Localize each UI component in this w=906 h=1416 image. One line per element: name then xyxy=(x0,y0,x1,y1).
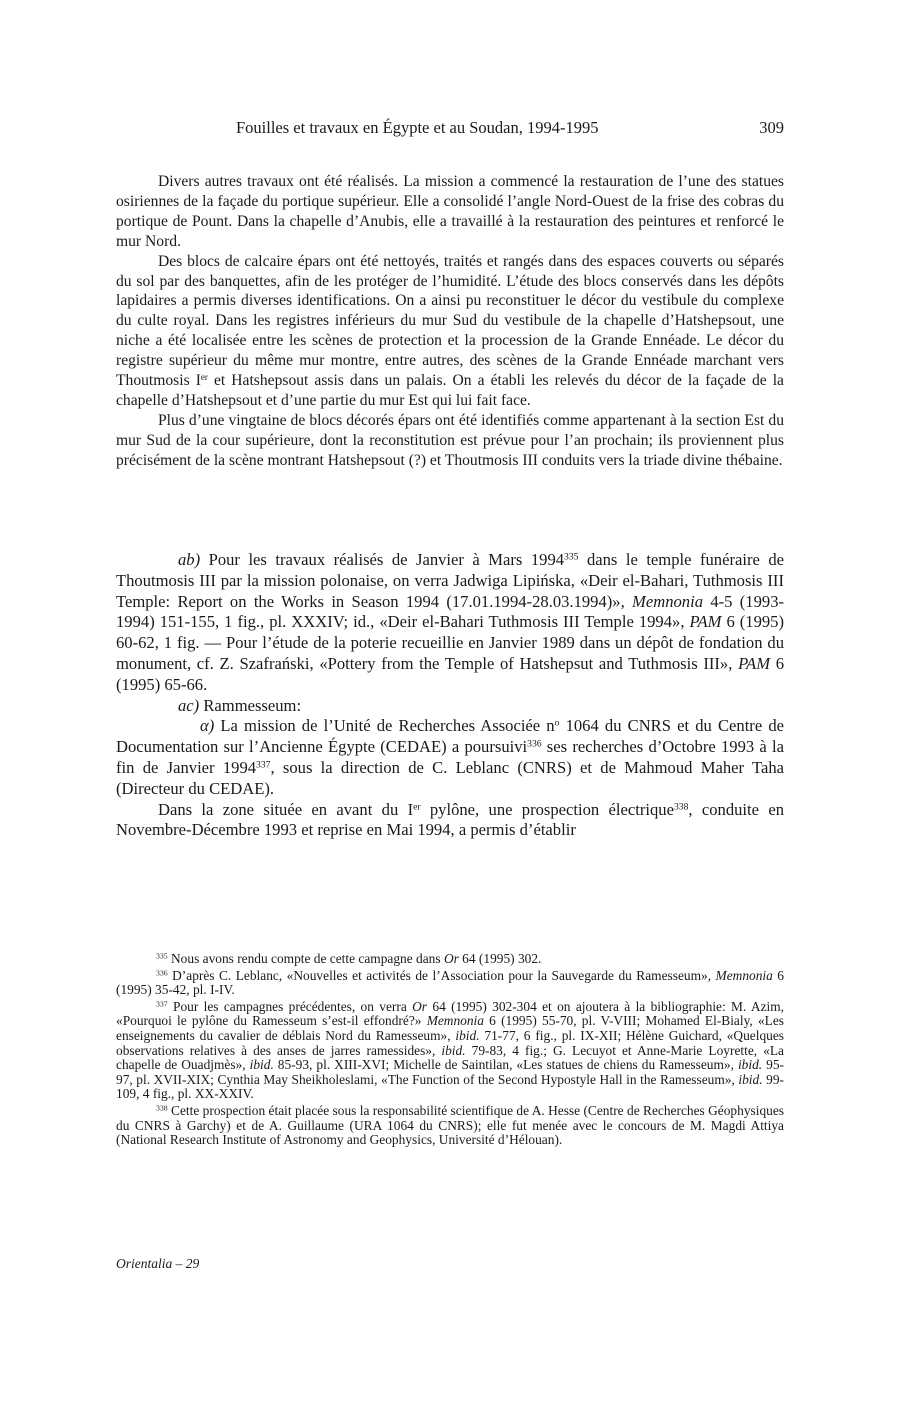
body-text-lower xyxy=(116,550,784,841)
document-page xyxy=(116,0,784,1416)
page-footer: Orientalia – 29 xyxy=(116,1256,200,1271)
running-title: Fouilles et travaux en Égypte et au Soudan, 1994-1995 xyxy=(236,118,599,137)
paragraph-prospection: Dans la zone située en avant du Ier pylône, une prospection électrique$^{338}$, conduite en Novembre-Décembre 1993 et reprise en Mai 1994, a permis d’établir xyxy=(116,799,784,840)
page-header xyxy=(116,118,784,140)
footnote-338: $^{338}$ Cette prospection était placée sous la responsabilité scientifique de A. Hesse (Centre de Recherches Géophysiques du CNRS à Garchy) et de A. Guillaume (URA 1064 du CNRS); elle fut menée avec le concours de M. Magdi Attiya (National Research Institute of Astronomy and Geophysics, Université d’Hélouan). xyxy=(116,1102,784,1148)
paragraph-decorated-blocks: Plus d’une vingtaine de blocs décorés épars ont été identifiés comme appartenant à la section Est du mur Sud de la cour supérieure, dont la reconstitution est prévue pour l’an prochain; ils proviennent plus précisément de la scène montrant Hatshepsout (?) et Thoutmosis III conduits vers la triade divine thébaine. xyxy=(116,411,784,469)
footnote-335: $^{335}$ Nous avons rendu compte de cette campagne dans Or 64 (1995) 302. xyxy=(156,951,542,966)
page-number: 309 xyxy=(759,118,784,137)
body-text-upper xyxy=(116,172,784,471)
footnotes xyxy=(116,952,784,1150)
paragraph-ac-heading: ac) Rammesseum: xyxy=(178,695,302,715)
paragraph-alpha: α) La mission de l’Unité de Recherches Associée $n^o$ 1064 du CNRS et du Centre de Documentation sur l’Ancienne Égypte (CEDAE) a poursuivi$^{336}$ ses recherches d’Octobre 1993 à la fin de Janvier 1994$^{337}$, sous la direction de C. Leblanc (CNRS) et de Mahmoud Maher Taha (Directeur du CEDAE). xyxy=(116,716,785,798)
paragraph-restoration: Divers autres travaux ont été réalisés. La mission a commencé la restauration de l’une des statues osiriennes de la façade du portique supérieur. Elle a consolidé l’angle Nord-Ouest de la frise des cobras du portique de Pount. Dans la chapelle d’Anubis, elle a travaillé à la restauration des peintures et renforcé le mur Nord. xyxy=(116,173,784,250)
paragraph-blocks: Des blocs de calcaire épars ont été nettoyés, traités et rangés dans des espaces couverts ou séparés du sol par des banquettes, afin de les protéger de l’humidité. L’étude des blocs conservés dans les dépôts lapidaires a permis diverses identifications. On a ainsi pu reconstituer le décor du vestibule du complexe du culte royal. Dans les registres inférieurs du mur Sud du vestibule de la chapelle d’Hatshepsout, une niche a été localisée entre les scènes de protection et la procession de la Grande Ennéade. Le décor du registre supérieur du même mur montre, entre autres, des scènes de la Grande Ennéade marchant vers Thoutmosis Ier et Hatshepsout assis dans un palais. On a établi les relevés du décor de la façade de la chapelle d’Hatshepsout et d’une partie du mur Est qui lui fait face. xyxy=(116,252,784,409)
footnote-337: $^{337}$ Pour les campagnes précédentes, on verra Or 64 (1995) 302-304 et on ajoutera à la bibliographie: M. Azim, «Pourquoi le pylône du Ramesseum s’est-il effondré?» Memnonia 6 (1995) 55-70, pl. V-VIII; Mohamed El-Bialy, «Les enseignements du cavalier de déblais Nord du Ramesseum», ibid. 71-77, 6 fig., pl. IX-XII; Hélène Guichard, «Quelques observations relatives à des anses de jarres ramessides», ibid. 79-83, 4 fig.; G. Lecuyot et Anne-Marie Loyrette, «La chapelle de Ouadjmès», ibid. 85-93, pl. XIII-XVI; Michelle de Saintilan, «Les statues de chiens du Ramesseum», ibid. 95-97, pl. XVII-XIX; Cynthia May Sheikholeslami, «The Function of the Second Hypostyle Hall in the Ramesseum», ibid. 99-109, 4 fig., pl. XX-XXIV. xyxy=(116,998,785,1102)
paragraph-ab: ab) Pour les travaux réalisés de Janvier à Mars 1994$^{335}$ dans le temple funéraire de Thoutmosis III par la mission polonaise, on verra Jadwiga Lipińska, «Deir el-Bahari, Tuthmosis III Temple: Report on the Works in Season 1994 (17.01.1994-28.03.1994)», Memnonia 4-5 (1993-1994) 151-155, 1 fig., pl. XXXIV; id., «Deir el-Bahari Tuthmosis III Temple 1994», PAM 6 (1995) 60-62, 1 fig. — Pour l’étude de la poterie recueillie en Janvier 1989 dans un dépôt de fondation du monument, cf. Z. Szafrański, «Pottery from the Temple of Hatshepsut and Tuthmosis III», PAM 6 (1995) 65-66. xyxy=(116,550,785,694)
footnote-336: $^{336}$ D’après C. Leblanc, «Nouvelles et activités de l’Association pour la Sauvegarde du Ramesseum», Memnonia 6 (1995) 35-42, pl. I-IV. xyxy=(116,967,784,998)
